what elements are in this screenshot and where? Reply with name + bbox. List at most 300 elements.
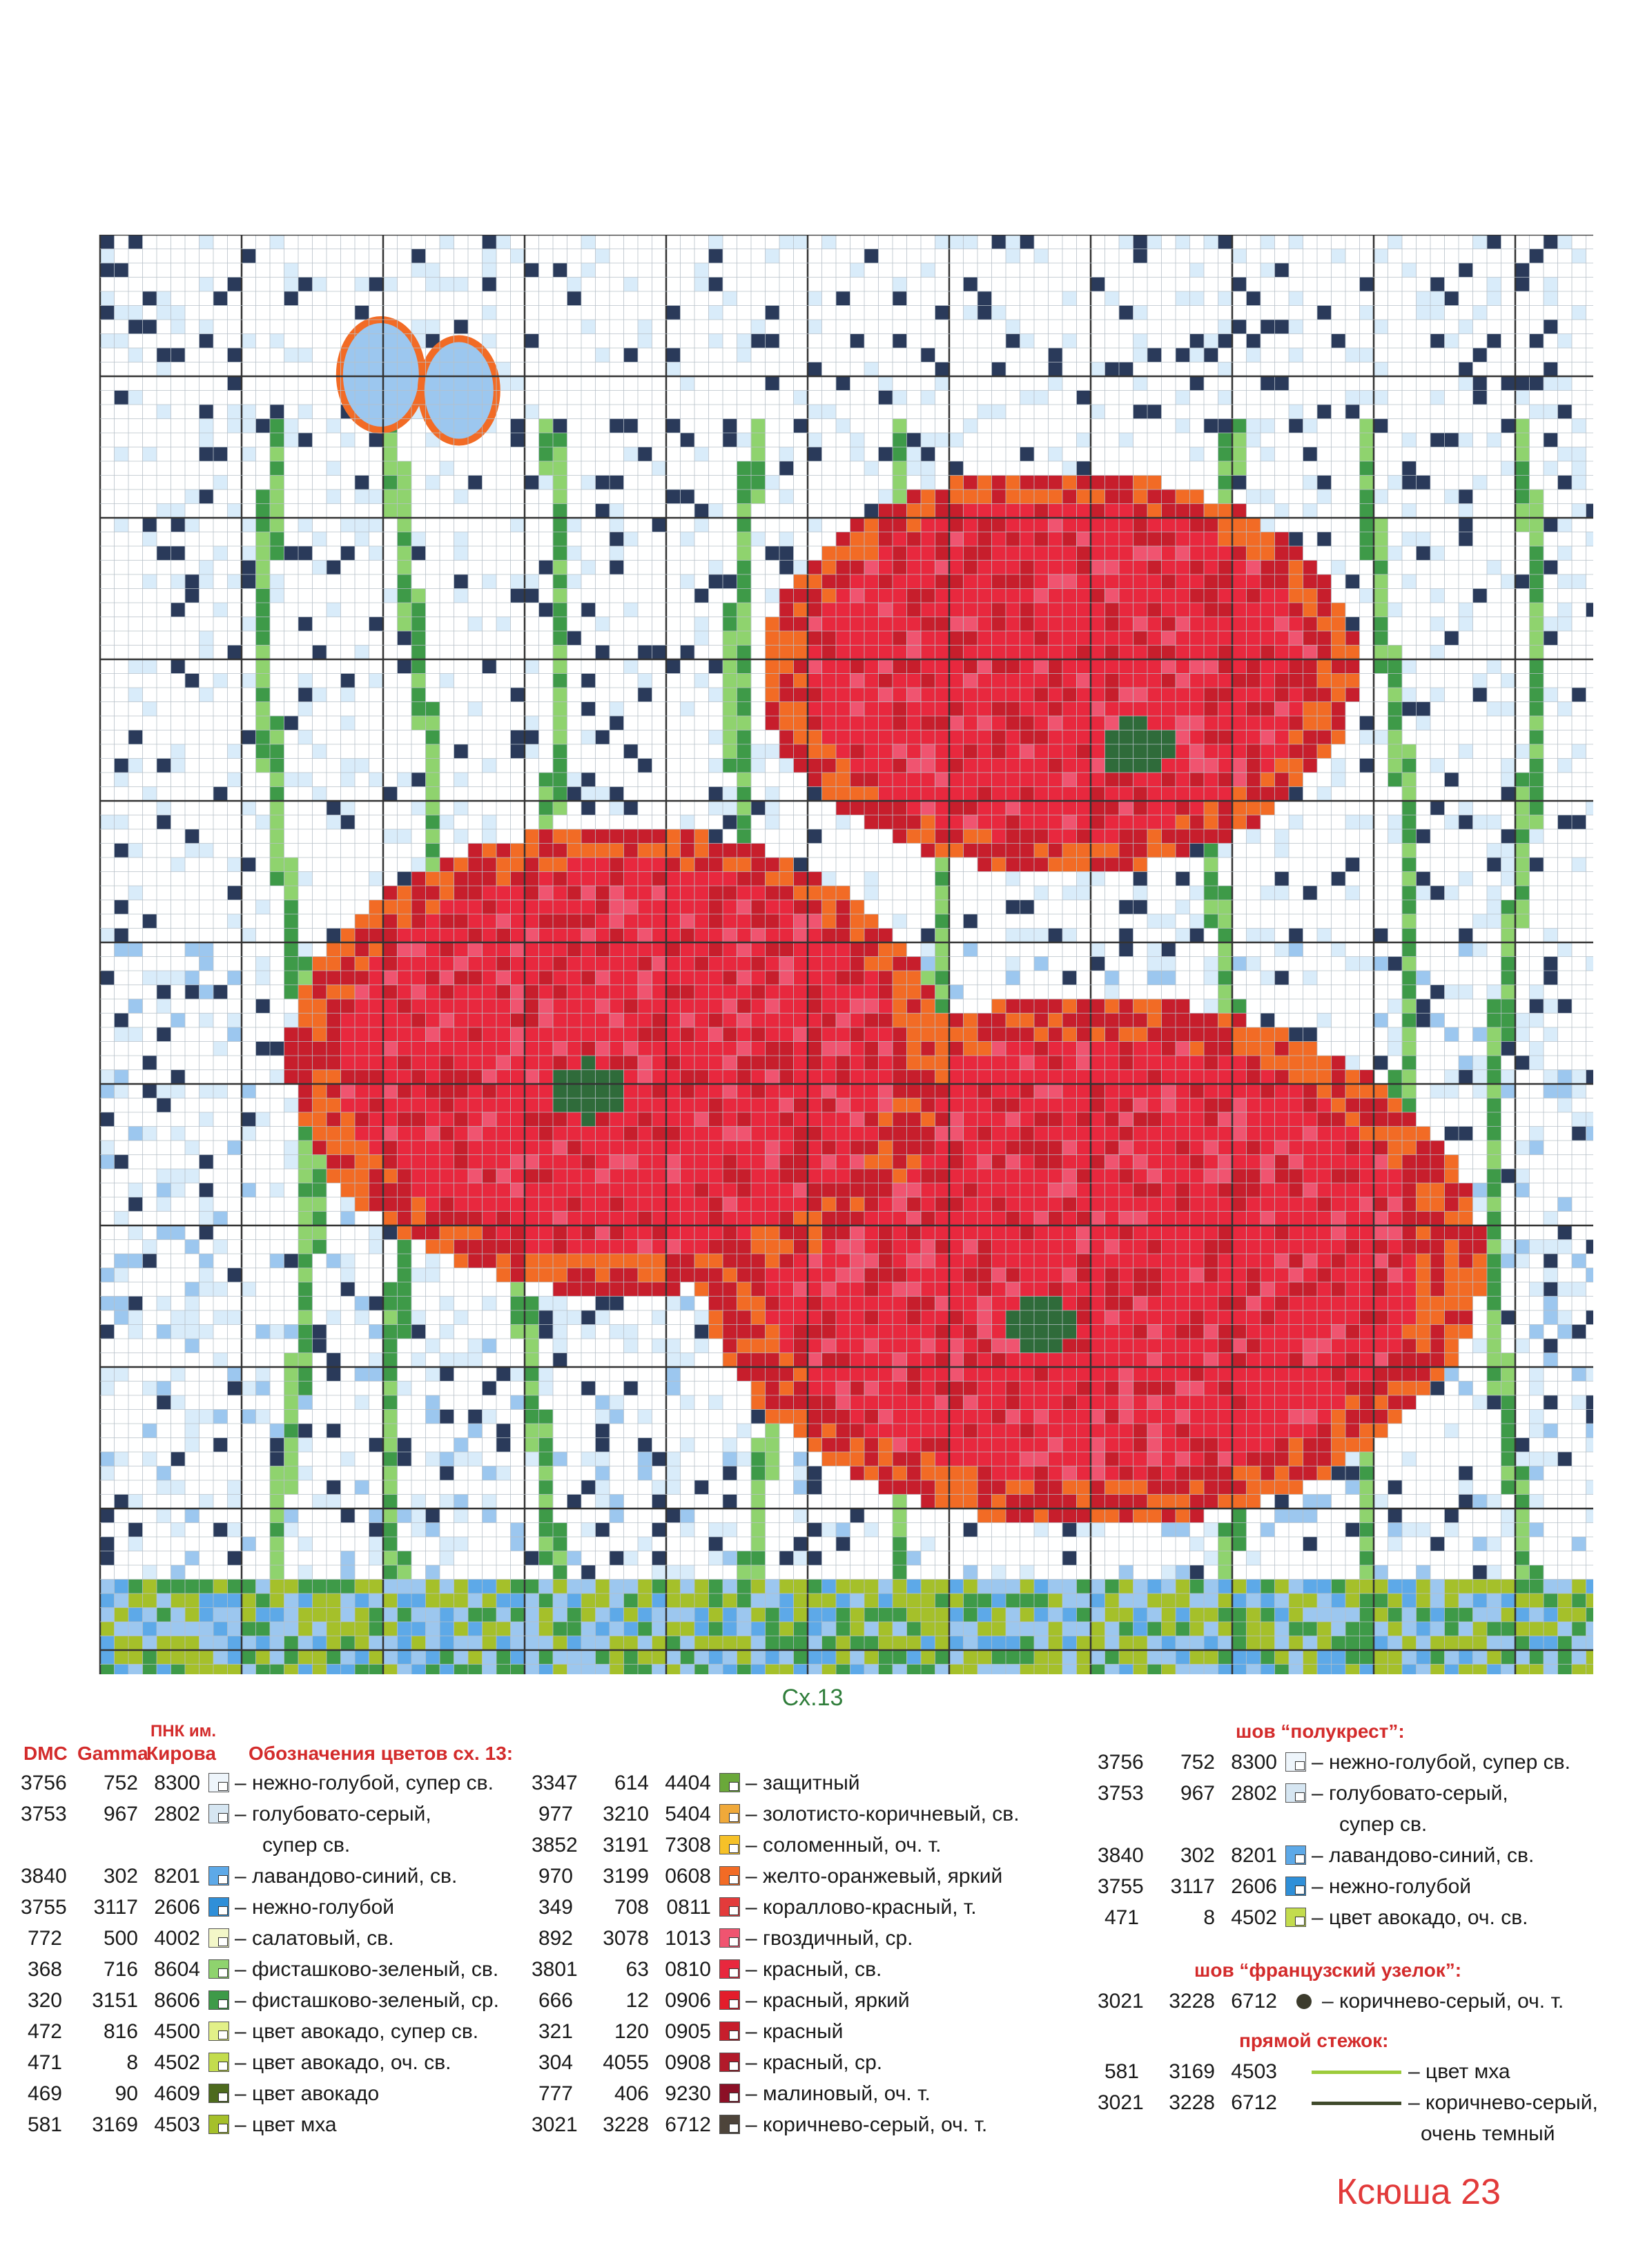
stitch-cell <box>1105 1056 1120 1070</box>
stitch-cell <box>850 1155 865 1170</box>
stitch-cell <box>921 1240 935 1254</box>
stitch-cell <box>553 971 567 985</box>
stitch-cell <box>1445 815 1459 830</box>
stitch-cell <box>213 447 228 462</box>
stitch-cell <box>1530 1367 1544 1382</box>
stitch-cell <box>511 1183 525 1198</box>
stitch-cell <box>1402 759 1417 773</box>
stitch-cell <box>1275 631 1290 646</box>
stitch-cell <box>1530 1127 1544 1141</box>
stitch-cell <box>1459 1056 1473 1070</box>
stitch-cell <box>298 433 313 447</box>
stitch-cell <box>383 971 398 985</box>
stitch-cell <box>1133 744 1148 759</box>
stitch-cell <box>1303 1282 1318 1297</box>
stitch-cell <box>751 1183 766 1198</box>
stitch-cell <box>1445 1127 1459 1141</box>
stitch-cell <box>794 971 808 985</box>
stitch-cell <box>638 1254 652 1268</box>
stitch-cell <box>1317 1197 1332 1212</box>
stitch-cell <box>1204 1141 1218 1155</box>
stitch-cell <box>977 688 992 702</box>
stitch-cell <box>1119 1098 1133 1113</box>
stitch-cell <box>398 886 412 900</box>
stitch-cell <box>893 291 907 306</box>
stitch-cell <box>185 829 200 844</box>
stitch-cell <box>992 646 1006 660</box>
stitch-cell <box>1515 829 1530 844</box>
stitch-cell <box>949 1183 964 1198</box>
stitch-cell <box>1147 1297 1162 1311</box>
stitch-cell <box>1261 1254 1275 1268</box>
stitch-cell <box>383 461 398 476</box>
stitch-cell <box>1133 348 1148 362</box>
stitch-cell <box>1176 419 1190 434</box>
stitch-cell <box>737 815 752 830</box>
stitch-cell <box>1402 532 1417 547</box>
stitch-cell <box>723 1297 737 1311</box>
stitch-cell <box>1530 773 1544 787</box>
stitch-cell <box>893 1127 907 1141</box>
stitch-cell <box>115 306 129 320</box>
stitch-cell <box>681 532 695 547</box>
stitch-cell <box>1147 773 1162 787</box>
stitch-cell <box>511 844 525 858</box>
stitch-cell <box>355 1070 369 1085</box>
stitch-cell <box>1515 1254 1530 1268</box>
stitch-cell <box>298 674 313 688</box>
stitch-cell <box>1445 1268 1459 1283</box>
stitch-cell <box>1345 1310 1360 1325</box>
stitch-cell <box>1360 1268 1374 1283</box>
stitch-cell <box>596 1056 610 1070</box>
stitch-cell <box>1247 829 1261 844</box>
stitch-cell <box>1119 730 1133 745</box>
stitch-cell <box>200 1282 214 1297</box>
stitch-cell <box>100 929 115 943</box>
stitch-cell <box>1247 433 1261 447</box>
stitch-cell <box>624 278 639 292</box>
stitch-cell <box>1162 1070 1176 1085</box>
stitch-cell <box>1303 1240 1318 1254</box>
stitch-cell <box>949 646 964 660</box>
stitch-cell <box>355 1084 369 1098</box>
stitch-cell <box>1147 235 1162 249</box>
stitch-cell <box>1544 235 1558 249</box>
stitch-cell <box>779 957 794 971</box>
stitch-cell <box>411 929 426 943</box>
stitch-cell <box>411 688 426 702</box>
stitch-cell <box>1020 1169 1035 1183</box>
stitch-cell <box>794 1169 808 1183</box>
stitch-cell <box>539 787 554 802</box>
stitch-cell <box>864 1098 879 1113</box>
stitch-cell <box>907 659 922 674</box>
stitch-cell <box>1077 1169 1091 1183</box>
stitch-cell <box>1515 1056 1530 1070</box>
stitch-cell <box>128 1197 143 1212</box>
stitch-cell <box>256 574 271 589</box>
stitch-cell <box>850 1183 865 1198</box>
stitch-cell <box>836 1225 850 1240</box>
stitch-cell <box>1360 1084 1374 1098</box>
stitch-cell <box>779 1395 794 1410</box>
stitch-cell <box>666 1297 681 1311</box>
stitch-cell <box>723 674 737 688</box>
stitch-cell <box>1487 1240 1501 1254</box>
stitch-cell <box>638 886 652 900</box>
stitch-cell <box>681 942 695 957</box>
stitch-cell <box>213 476 228 490</box>
stitch-cell <box>1020 1282 1035 1297</box>
stitch-cell <box>1261 1042 1275 1056</box>
stitch-cell <box>723 914 737 929</box>
stitch-cell <box>1218 1325 1233 1339</box>
stitch-cell <box>1388 815 1403 830</box>
stitch-cell <box>468 617 483 632</box>
stitch-cell <box>1530 985 1544 1000</box>
stitch-cell <box>1190 447 1205 462</box>
stitch-cell <box>525 1268 539 1283</box>
stitch-cell <box>483 1112 497 1127</box>
stitch-cell <box>1289 1112 1303 1127</box>
stitch-cell <box>1459 1070 1473 1085</box>
stitch-cell <box>341 518 356 532</box>
stitch-cell <box>369 490 384 504</box>
stitch-cell <box>1062 659 1077 674</box>
stitch-cell <box>128 391 143 405</box>
stitch-cell <box>836 914 850 929</box>
stitch-cell <box>1261 688 1275 702</box>
stitch-cell <box>1204 561 1218 575</box>
stitch-cell <box>171 1395 186 1410</box>
stitch-cell <box>1303 744 1318 759</box>
stitch-cell <box>1473 1084 1488 1098</box>
stitch-cell <box>355 1297 369 1311</box>
stitch-cell <box>808 900 822 915</box>
stitch-cell <box>1487 914 1501 929</box>
stitch-cell <box>1530 730 1544 745</box>
stitch-cell <box>921 532 935 547</box>
stitch-cell <box>624 1225 639 1240</box>
stitch-cell <box>794 1197 808 1212</box>
stitch-cell <box>355 929 369 943</box>
stitch-cell <box>1374 249 1388 264</box>
stitch-cell <box>666 886 681 900</box>
stitch-cell <box>1317 929 1332 943</box>
stitch-cell <box>1360 348 1374 362</box>
stitch-cell <box>1289 1268 1303 1283</box>
stitch-cell <box>200 1014 214 1028</box>
stitch-cell <box>1077 886 1091 900</box>
stitch-cell <box>709 1225 723 1240</box>
stitch-cell <box>200 278 214 292</box>
stitch-cell <box>1204 659 1218 674</box>
stitch-cell <box>694 1084 709 1098</box>
stitch-cell <box>1289 1042 1303 1056</box>
stitch-cell <box>624 1268 639 1283</box>
stitch-cell <box>1020 999 1035 1014</box>
stitch-cell <box>1544 291 1558 306</box>
stitch-cell <box>1360 1353 1374 1368</box>
stitch-cell <box>411 1183 426 1198</box>
stitch-cell <box>1417 886 1431 900</box>
stitch-cell <box>1445 1183 1459 1198</box>
stitch-cell <box>1006 561 1020 575</box>
stitch-cell <box>1105 1240 1120 1254</box>
stitch-cell <box>766 716 780 730</box>
stitch-cell <box>694 1212 709 1226</box>
stitch-cell <box>1105 574 1120 589</box>
stitch-cell <box>794 1395 808 1410</box>
stitch-cell <box>1162 561 1176 575</box>
stitch-cell <box>1572 857 1586 872</box>
stitch-cell <box>1190 1339 1205 1353</box>
stitch-cell <box>766 1367 780 1382</box>
stitch-cell <box>355 518 369 532</box>
stitch-cell <box>539 1310 554 1325</box>
stitch-cell <box>1020 844 1035 858</box>
stitch-cell <box>1232 476 1247 490</box>
stitch-cell <box>638 1084 652 1098</box>
stitch-cell <box>1006 518 1020 532</box>
stitch-cell <box>666 1183 681 1198</box>
stitch-cell <box>1091 405 1105 419</box>
stitch-cell <box>1105 362 1120 377</box>
stitch-cell <box>921 971 935 985</box>
stitch-cell <box>935 1212 950 1226</box>
stitch-cell <box>949 603 964 617</box>
stitch-cell <box>964 419 978 434</box>
stitch-cell <box>1317 589 1332 603</box>
stitch-cell <box>1119 1297 1133 1311</box>
stitch-cell <box>157 348 171 362</box>
stitch-cell <box>1062 1212 1077 1226</box>
stitch-cell <box>596 1395 610 1410</box>
stitch-cell <box>921 659 935 674</box>
stitch-cell <box>1388 674 1403 688</box>
stitch-cell <box>525 1098 539 1113</box>
stitch-cell <box>681 1297 695 1311</box>
stitch-cell <box>157 1098 171 1113</box>
stitch-cell <box>1119 631 1133 646</box>
stitch-cell <box>341 1183 356 1198</box>
stitch-cell <box>1049 929 1063 943</box>
stitch-cell <box>270 815 284 830</box>
stitch-cell <box>1289 1141 1303 1155</box>
stitch-cell <box>1049 1382 1063 1396</box>
stitch-cell <box>1147 1112 1162 1127</box>
stitch-cell <box>964 306 978 320</box>
stitch-cell <box>270 744 284 759</box>
stitch-cell <box>709 249 723 264</box>
stitch-cell <box>921 1197 935 1212</box>
stitch-cell <box>213 1042 228 1056</box>
stitch-cell <box>411 532 426 547</box>
stitch-cell <box>610 872 624 886</box>
stitch-cell <box>935 999 950 1014</box>
stitch-cell <box>440 1325 454 1339</box>
stitch-cell <box>426 1141 440 1155</box>
stitch-cell <box>553 617 567 632</box>
stitch-cell <box>737 504 752 518</box>
stitch-cell <box>1091 942 1105 957</box>
stitch-cell <box>1317 405 1332 419</box>
stitch-cell <box>553 1254 567 1268</box>
stitch-cell <box>1049 759 1063 773</box>
stitch-cell <box>369 957 384 971</box>
stitch-cell <box>1162 1310 1176 1325</box>
stitch-cell <box>539 1014 554 1028</box>
stitch-cell <box>1006 1382 1020 1396</box>
stitch-cell <box>921 1297 935 1311</box>
stitch-cell <box>836 561 850 575</box>
stitch-cell <box>638 1155 652 1170</box>
stitch-cell <box>1105 1382 1120 1396</box>
stitch-cell <box>808 291 822 306</box>
stitch-cell <box>1133 674 1148 688</box>
stitch-cell <box>525 730 539 745</box>
stitch-cell <box>808 574 822 589</box>
stitch-cell <box>284 1098 299 1113</box>
stitch-cell <box>1190 631 1205 646</box>
stitch-cell <box>1558 1098 1573 1113</box>
stitch-cell <box>1034 532 1049 547</box>
stitch-cell <box>1049 631 1063 646</box>
stitch-cell <box>879 702 893 717</box>
stitch-cell <box>1218 844 1233 858</box>
stitch-cell <box>1218 787 1233 802</box>
stitch-cell <box>440 872 454 886</box>
stitch-cell <box>964 1112 978 1127</box>
stitch-cell <box>751 857 766 872</box>
stitch-cell <box>1232 702 1247 717</box>
stitch-cell <box>1289 646 1303 660</box>
stitch-cell <box>270 1254 284 1268</box>
stitch-cell <box>1417 1155 1431 1170</box>
stitch-cell <box>1062 1141 1077 1155</box>
stitch-cell <box>921 1070 935 1085</box>
stitch-cell <box>935 674 950 688</box>
stitch-cell <box>1332 1197 1346 1212</box>
stitch-cell <box>808 716 822 730</box>
stitch-cell <box>1303 1339 1318 1353</box>
stitch-cell <box>681 1254 695 1268</box>
stitch-cell <box>822 1325 837 1339</box>
stitch-cell <box>1218 759 1233 773</box>
stitch-cell <box>483 914 497 929</box>
stitch-cell <box>581 942 596 957</box>
stitch-cell <box>808 1353 822 1368</box>
stitch-cell <box>228 1014 242 1028</box>
stitch-cell <box>128 235 143 249</box>
stitch-cell <box>567 886 582 900</box>
stitch-cell <box>879 646 893 660</box>
stitch-cell <box>751 1282 766 1297</box>
stitch-cell <box>879 674 893 688</box>
stitch-cell <box>1204 900 1218 915</box>
stitch-cell <box>426 278 440 292</box>
stitch-cell <box>1147 744 1162 759</box>
stitch-cell <box>256 716 271 730</box>
stitch-cell <box>355 914 369 929</box>
stitch-cell <box>1275 1212 1290 1226</box>
stitch-cell <box>864 716 879 730</box>
stitch-cell <box>794 1353 808 1368</box>
stitch-cell <box>483 1212 497 1226</box>
stitch-cell <box>1176 1155 1190 1170</box>
stitch-cell <box>1544 461 1558 476</box>
stitch-cell <box>1020 1325 1035 1339</box>
stitch-cell <box>992 546 1006 561</box>
stitch-cell <box>808 787 822 802</box>
stitch-cell <box>284 1367 299 1382</box>
stitch-cell <box>964 518 978 532</box>
stitch-cell <box>1190 348 1205 362</box>
stitch-cell <box>794 929 808 943</box>
stitch-cell <box>1077 1268 1091 1283</box>
stitch-cell <box>1020 1212 1035 1226</box>
stitch-cell <box>1218 815 1233 830</box>
stitch-cell <box>1345 348 1360 362</box>
stitch-cell <box>610 844 624 858</box>
stitch-cell <box>1162 1212 1176 1226</box>
stitch-cell <box>723 942 737 957</box>
stitch-cell <box>1317 674 1332 688</box>
stitch-cell <box>1430 1325 1445 1339</box>
stitch-cell <box>426 1240 440 1254</box>
stitch-cell <box>779 1310 794 1325</box>
stitch-cell <box>638 1014 652 1028</box>
stitch-cell <box>1445 1240 1459 1254</box>
stitch-cell <box>553 1310 567 1325</box>
stitch-cell <box>723 815 737 830</box>
stitch-cell <box>1445 985 1459 1000</box>
stitch-cell <box>808 1197 822 1212</box>
stitch-cell <box>822 999 837 1014</box>
stitch-cell <box>1374 320 1388 334</box>
stitch-cell <box>1515 1027 1530 1042</box>
stitch-cell <box>1572 1084 1586 1098</box>
stitch-cell <box>468 1056 483 1070</box>
stitch-cell <box>1062 1084 1077 1098</box>
stitch-cell <box>907 1056 922 1070</box>
stitch-cell <box>779 674 794 688</box>
stitch-cell <box>1388 646 1403 660</box>
stitch-cell <box>794 759 808 773</box>
stitch-cell <box>1006 504 1020 518</box>
stitch-cell <box>808 447 822 462</box>
stitch-cell <box>694 957 709 971</box>
stitch-cell <box>737 1169 752 1183</box>
stitch-cell <box>1247 1382 1261 1396</box>
stitch-cell <box>1261 646 1275 660</box>
stitch-cell <box>1232 744 1247 759</box>
stitch-cell <box>1049 1112 1063 1127</box>
stitch-cell <box>256 1325 271 1339</box>
stitch-cell <box>666 872 681 886</box>
stitch-cell <box>1147 405 1162 419</box>
stitch-cell <box>935 504 950 518</box>
stitch-cell <box>128 942 143 957</box>
stitch-cell <box>992 631 1006 646</box>
stitch-cell <box>949 1212 964 1226</box>
stitch-cell <box>893 1056 907 1070</box>
stitch-cell <box>539 773 554 787</box>
stitch-cell <box>1289 1098 1303 1113</box>
stitch-cell <box>496 1141 511 1155</box>
stitch-cell <box>242 419 256 434</box>
